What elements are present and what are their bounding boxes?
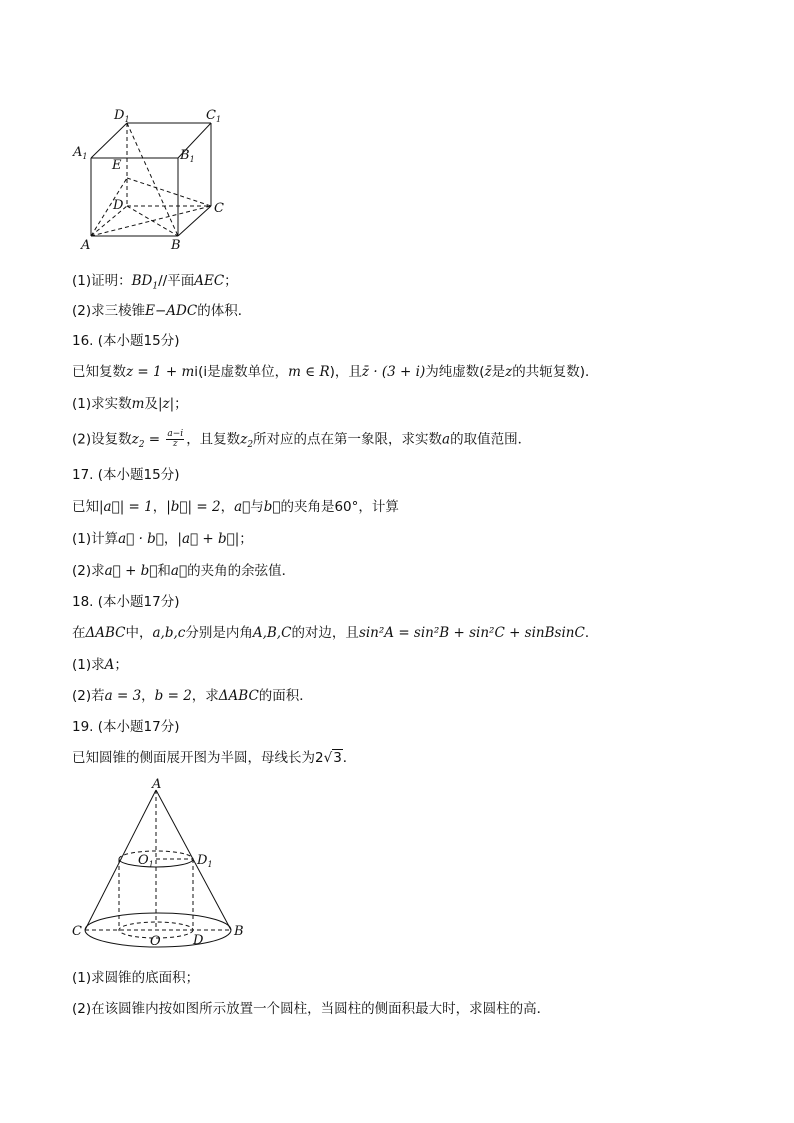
q19-part1: (1)求圆锥的底面积；	[72, 970, 200, 986]
label-B1: $B_1$	[180, 148, 195, 164]
label-C1: $C_1$	[206, 108, 222, 124]
q18-stem: 在ΔABC中，a,b,c分别是内角A,B,C的对边，且sin²A = sin²B + sin²C + sinBsinC．	[72, 625, 599, 641]
q18-part2: (2)若a = 3，b = 2，求ΔABC的面积．	[72, 688, 313, 704]
q18-part1: (1)求A；	[72, 657, 128, 673]
cone-diagram	[68, 774, 258, 952]
label-D: D	[193, 933, 204, 948]
label-B: B	[234, 924, 244, 939]
label-A: A	[81, 238, 91, 253]
cone-figure	[68, 774, 258, 952]
q17-heading: 17. (本小题15分)	[72, 467, 180, 483]
q17-part2: (2)求a⃗ + b⃗和a⃗的夹角的余弦值．	[72, 563, 296, 579]
label-B: B	[171, 238, 181, 253]
cube-figure	[70, 100, 240, 260]
q17-stem: 已知|a⃗| = 1，|b⃗| = 2，a⃗与b⃗的夹角是60°，计算	[72, 499, 399, 515]
q16-part1: (1)求实数m及|z|；	[72, 396, 188, 412]
q15-part2: (2)求三棱锥E−ADC的体积．	[72, 303, 252, 319]
cube-diagram	[70, 100, 240, 260]
label-E: E	[112, 158, 122, 173]
label-A: A	[152, 777, 162, 792]
fraction: $\frac{a-i}{z}$	[167, 429, 184, 449]
q16-part2: (2)设复数$z_2$ = $\frac{a-i}{z}$ ，且复数$z_2$所对应的点在第一象限，求实数a的取值范围．	[72, 429, 532, 451]
q16-heading: 16. (本小题15分)	[72, 333, 180, 349]
q19-heading: 19. (本小题17分)	[72, 719, 180, 735]
q16-stem: 已知复数z = 1 + mi(i是虚数单位，m ∈ R)，且z̄ · (3 + i)为纯虚数(z̄是z的共轭复数)．	[72, 364, 599, 380]
q19-stem: 已知圆锥的侧面展开图为半圆，母线长为2√3．	[72, 750, 357, 766]
q19-part2: (2)在该圆锥内按如图所示放置一个圆柱，当圆柱的侧面积最大时，求圆柱的高．	[72, 1001, 551, 1017]
label-C: C	[214, 201, 224, 216]
label-O1: $O_1$	[138, 853, 154, 869]
q18-heading: 18. (本小题17分)	[72, 594, 180, 610]
label-D: D	[113, 198, 124, 213]
label-A1: $A_1$	[73, 145, 88, 161]
label-C: C	[72, 924, 82, 939]
q17-part1: (1)计算a⃗ · b⃗，|a⃗ + b⃗|；	[72, 531, 253, 547]
label-D1: $D_1$	[114, 108, 130, 124]
label-D1: $D_1$	[197, 853, 213, 869]
label-O: O	[150, 934, 161, 949]
q15-part1: (1)证明：$BD_1//$平面AEC；	[72, 273, 238, 292]
